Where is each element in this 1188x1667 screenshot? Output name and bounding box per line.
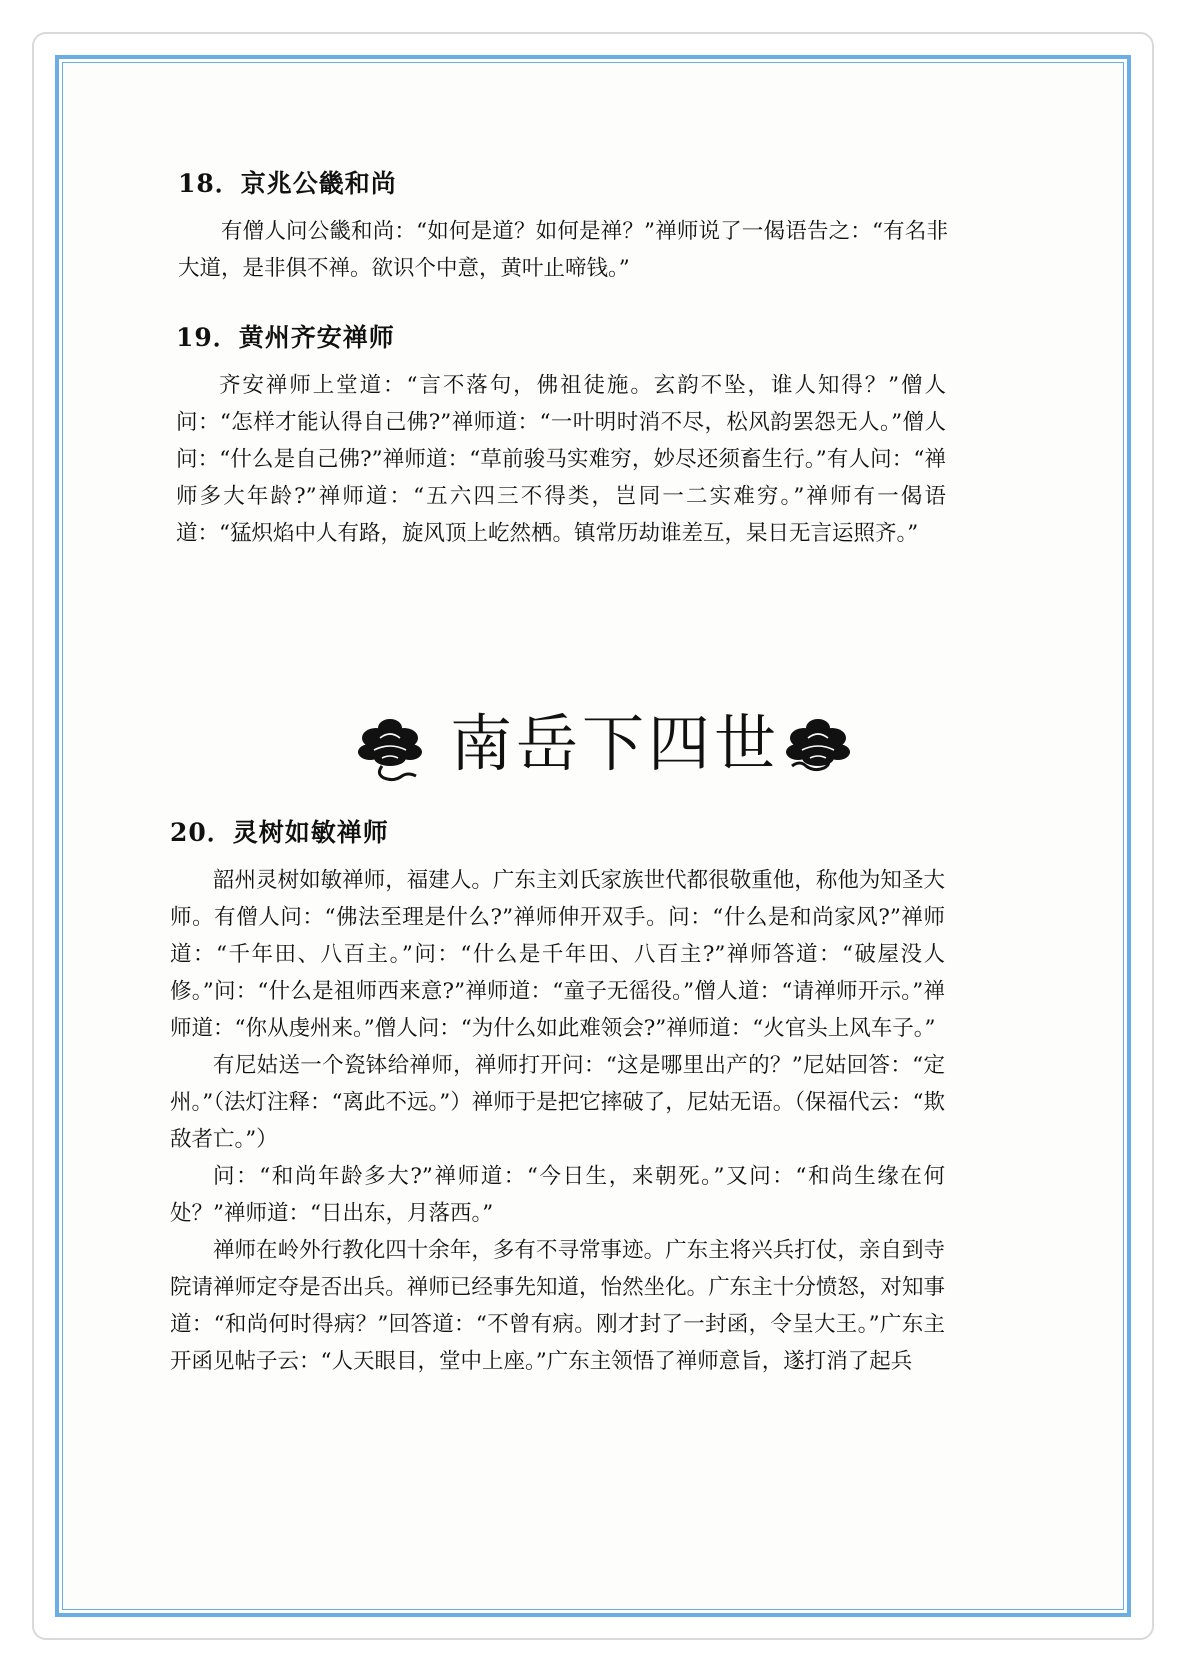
section-18-paragraph-1: 有僧人问公畿和尚：“如何是道？如何是禅？”禅师说了一偈语告之：“有名非大道，是非俱不禅。欲识个中意，黄叶止啼钱。” [178,219,948,281]
auspicious-cloud-icon [780,704,856,784]
section-18-heading: 18．京兆公畿和尚 [178,169,397,198]
section-19-heading: 19．黄州齐安禅师 [176,323,395,352]
section-19-paragraph-1: 齐安禅师上堂道：“言不落句，佛祖徒施。玄韵不坠，谁人知得？”僧人问：“怎样才能认得自己佛?”禅师道：“一叶明时消不尽，松风韵罢怨无人。”僧人问：“什么是自己佛?”禅师道：“草前骏马实难穷，妙尽还须畜生行。”有人问：“禅师多大年龄?”禅师道：“五六四三不得类，岂同一二实难穷。”禅师有一偈语道：“猛炽焰中人有路，旋风顶上屹然栖。镇常历劫谁差互，杲日无言运照齐。” [176,373,946,546]
section-banner [352,700,852,800]
section-20-body [170,862,945,1380]
section-20-paragraph-3: 问：“和尚年龄多大?”禅师道：“今日生，来朝死。”又问：“和尚生缘在何处？”禅师道：“日出东，月落西。” [170,1164,945,1226]
section-20-paragraph-2: 有尼姑送一个瓷钵给禅师，禅师打开问：“这是哪里出产的？”尼姑回答：“定州。”（法灯注释：“离此不远。”）禅师于是把它摔破了，尼姑无语。（保福代云：“欺敌者亡。”） [170,1053,945,1152]
section-20-paragraph-4: 禅师在岭外行教化四十余年，多有不寻常事迹。广东主将兴兵打仗，亲自到寺院请禅师定夺是否出兵。禅师已经事先知道，怡然坐化。广东主十分愤怒，对知事道：“和尚何时得病？”回答道：“不曾有病。刚才封了一封函，令呈大王。”广东主开函见帖子云：“人天眼目，堂中上座。”广东主领悟了禅师意旨，遂打消了起兵 [170,1238,945,1374]
section-20-heading: 20．灵树如敏禅师 [170,818,389,847]
section-banner-title: 南岳下四世 [450,707,781,780]
auspicious-cloud-icon [352,704,428,784]
section-20-paragraph-1: 韶州灵树如敏禅师，福建人。广东主刘氏家族世代都很敬重他，称他为知圣大师。有僧人问：“佛法至理是什么?”禅师伸开双手。问：“什么是和尚家风?”禅师道：“千年田、八百主。”问：“什么是千年田、八百主?”禅师答道：“破屋没人修。”问：“什么是祖师西来意?”禅师道：“童子无徭役。”僧人道：“请禅师开示。”禅师道：“你从虔州来。”僧人问：“为什么如此难领会?”禅师道：“火官头上风车子。” [170,868,945,1041]
